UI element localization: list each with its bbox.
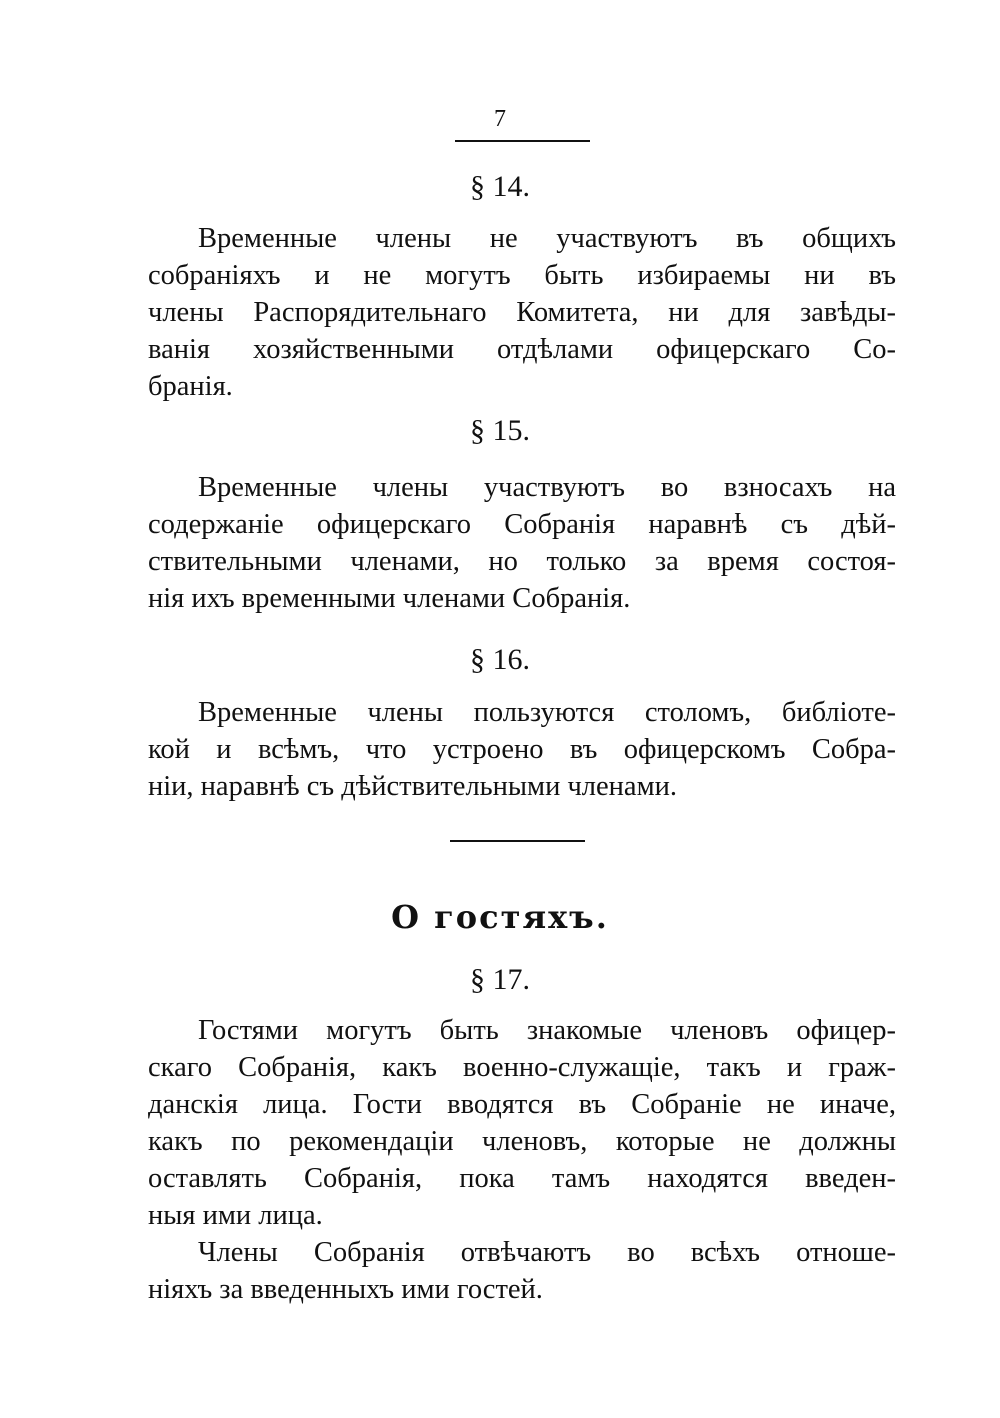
paragraph xyxy=(148,1234,896,1308)
text-line: Временные члены не участвуютъ въ общихъ xyxy=(198,223,896,254)
text-line: скаго Собранія, какъ военно-служащіе, такъ и граж- xyxy=(148,1052,896,1083)
page-number: 7 xyxy=(494,106,506,132)
text-line: Гостями могутъ быть знакомые членовъ офицер- xyxy=(198,1015,896,1046)
text-line: бранія. xyxy=(148,371,233,402)
text-line: ніи, наравнѣ съ дѣйствительными членами. xyxy=(148,771,677,802)
text-line: ніяхъ за введенныхъ ими гостей. xyxy=(148,1274,543,1305)
chapter-heading: О гостяхъ. xyxy=(391,898,609,936)
text-line: оставлять Собранія, пока тамъ находятся введен- xyxy=(148,1163,896,1194)
text-line: ствительными членами, но только за время состоя- xyxy=(148,546,896,577)
paragraph xyxy=(148,1012,896,1234)
text-line: собраніяхъ и не могутъ быть избираемы ни въ xyxy=(148,260,896,291)
text-line: содержаніе офицерскаго Собранія наравнѣ съ дѣй- xyxy=(148,509,896,540)
text-line: члены Распорядительнаго Комитета, ни для завѣды- xyxy=(148,297,896,328)
text-line: данскія лица. Гости вводятся въ Собраніе не иначе, xyxy=(148,1089,896,1120)
section-title-16: § 16. xyxy=(470,643,530,676)
text-line: Члены Собранія отвѣчаютъ во всѣхъ отноше- xyxy=(198,1237,896,1268)
text-line: какъ по рекомендаціи членовъ, которые не должны xyxy=(148,1126,896,1157)
section-divider xyxy=(450,840,585,842)
text-line: ныя ими лица. xyxy=(148,1200,323,1231)
section-title-17: § 17. xyxy=(470,963,530,996)
section-body-17 xyxy=(148,1012,896,1308)
header-rule xyxy=(455,140,590,142)
section-title-14: § 14. xyxy=(470,170,530,203)
section-body-15 xyxy=(148,469,896,617)
text-line: Временные члены пользуются столомъ, библіоте- xyxy=(198,697,896,728)
paragraph xyxy=(148,694,896,805)
text-line: нія ихъ временными членами Собранія. xyxy=(148,583,631,614)
paragraph xyxy=(148,220,896,405)
text-line: Временные члены участвуютъ во взносахъ на xyxy=(198,472,896,503)
text-line: ванія хозяйственными отдѣлами офицерскаго Со- xyxy=(148,334,896,365)
section-title-15: § 15. xyxy=(470,414,530,447)
paragraph xyxy=(148,469,896,617)
section-body-16 xyxy=(148,694,896,805)
text-line: кой и всѣмъ, что устроено въ офицерскомъ Собра- xyxy=(148,734,896,765)
section-body-14 xyxy=(148,220,896,405)
